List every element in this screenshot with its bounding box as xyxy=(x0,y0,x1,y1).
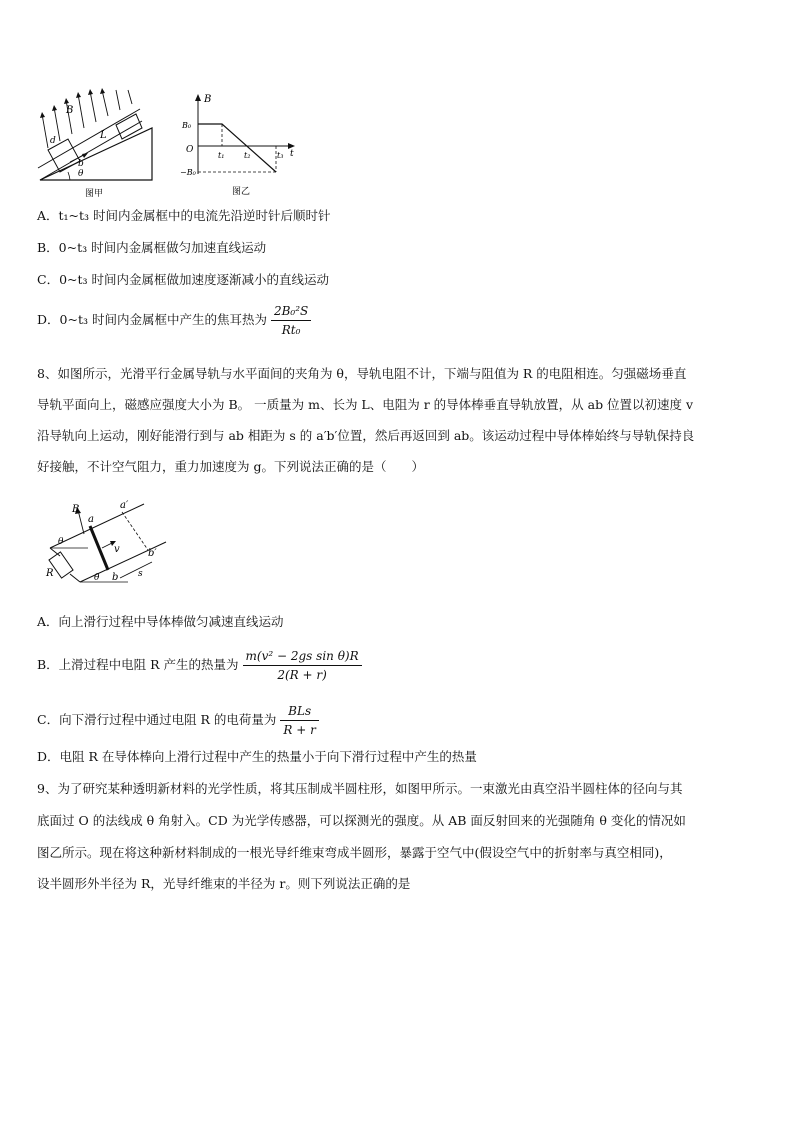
q8-fig-label-theta-bottom: θ xyxy=(94,573,100,583)
q7-option-b: B．0~t₃ 时间内金属框做匀加速直线运动 xyxy=(37,240,267,255)
q7-d-fraction xyxy=(271,303,311,338)
q8-fig-label-v: v xyxy=(114,544,120,555)
q8-option-b xyxy=(37,648,362,683)
q8-b-numerator: m(v² − 2gs sin θ)R xyxy=(243,648,362,666)
figure-b xyxy=(180,92,300,200)
q8-fig-label-b: b xyxy=(112,572,119,583)
fig-b-label-t: t xyxy=(290,149,294,159)
fig-a-label-L: L xyxy=(100,130,107,141)
fig-a-caption: 图甲 xyxy=(85,189,104,199)
q8-figure xyxy=(44,492,174,596)
q8-b-denominator: 2(R + r) xyxy=(277,668,327,682)
q9-line-4: 设半圆形外半径为 R，光导纤维束的半径为 r。则下列说法正确的是 xyxy=(37,876,411,891)
q8-b-fraction xyxy=(243,648,362,683)
figure-a xyxy=(30,88,160,200)
q7-d-numerator: 2B₀²S xyxy=(271,303,311,321)
q8-option-d: D．电阻 R 在导体棒向上滑行过程中产生的热量小于向下滑行过程中产生的热量 xyxy=(37,749,477,764)
fig-b-caption: 图乙 xyxy=(232,187,251,197)
q8-line-4: 好接触，不计空气阻力，重力加速度为 g。下列说法正确的是（ ） xyxy=(37,459,424,474)
q8-line-3: 沿导轨向上运动，刚好能滑行到与 ab 相距为 s 的 a′b′位置，然后再返回到 ab。该运动过程中导体棒始终与导轨保持良 xyxy=(37,428,695,443)
q8-fig-label-s: s xyxy=(138,569,143,579)
q9-line-1: 9、为了研究某种透明新材料的光学性质，将其压制成半圆柱形，如图甲所示。一束激光由真空沿半圆柱体的径向与其 xyxy=(37,781,683,796)
q8-option-a: A．向上滑行过程中导体棒做匀减速直线运动 xyxy=(37,614,284,629)
q8-fig-label-a: a xyxy=(88,514,94,525)
q8-line-2: 导轨平面向上，磁感应强度大小为 B。 一质量为 m、长为 L、电阻为 r 的导体棒垂直导轨放置，从 ab 位置以初速度 v xyxy=(37,397,694,412)
q8-option-c xyxy=(37,703,319,738)
q8-fig-label-B: B xyxy=(72,504,80,515)
q9-line-3: 图乙所示。现在将这种新材料制成的一根光导纤维束弯成半圆形，暴露于空气中(假设空气中的折射率与真空相同)， xyxy=(37,845,672,860)
q8-fig-label-R: R xyxy=(46,568,54,579)
fig-b-label-t2: t₂ xyxy=(244,151,251,160)
q7-option-d-text: D．0~t₃ 时间内金属框中产生的焦耳热为 xyxy=(37,312,267,327)
fig-b-label-t1: t₁ xyxy=(218,151,225,160)
q7-option-d xyxy=(37,303,311,338)
fig-a-label-B: B xyxy=(66,105,74,116)
q8-fig-label-b-prime: b′ xyxy=(148,548,157,559)
q7-d-denominator: Rt₀ xyxy=(281,323,301,337)
fig-b-label-O: O xyxy=(186,145,194,155)
q8-fig-label-theta-top: θ xyxy=(58,537,64,547)
q8-c-denominator: R + r xyxy=(283,723,316,737)
fig-a-label-b: b xyxy=(78,159,84,169)
fig-a-label-theta: θ xyxy=(78,169,84,179)
fig-a-label-d: d xyxy=(50,136,56,146)
fig-b-label-t3: t₃ xyxy=(277,151,284,160)
q9-line-2: 底面过 O 的法线成 θ 角射入。CD 为光学传感器，可以探测光的强度。从 AB 面反射回来的光强随角 θ 变化的情况如 xyxy=(37,813,686,828)
q7-option-a: A．t₁~t₃ 时间内金属框中的电流先沿逆时针后顺时针 xyxy=(37,208,331,223)
q8-line-1: 8、如图所示，光滑平行金属导轨与水平面间的夹角为 θ，导轨电阻不计，下端与阻值为 R 的电阻相连。匀强磁场垂直 xyxy=(37,366,687,381)
fig-b-label-B: B xyxy=(204,94,212,105)
q8-c-numerator: BLs xyxy=(280,703,318,721)
q8-c-fraction xyxy=(280,703,318,738)
q7-option-c: C．0~t₃ 时间内金属框做加速度逐渐减小的直线运动 xyxy=(37,272,329,287)
q8-option-c-text: C．向下滑行过程中通过电阻 R 的电荷量为 xyxy=(37,712,277,727)
q8-fig-label-a-prime: a′ xyxy=(120,500,129,511)
fig-b-label-negB0: −B₀ xyxy=(180,168,196,177)
fig-b-label-B0: B₀ xyxy=(182,121,192,130)
q8-option-b-text: B．上滑过程中电阻 R 产生的热量为 xyxy=(37,657,239,672)
